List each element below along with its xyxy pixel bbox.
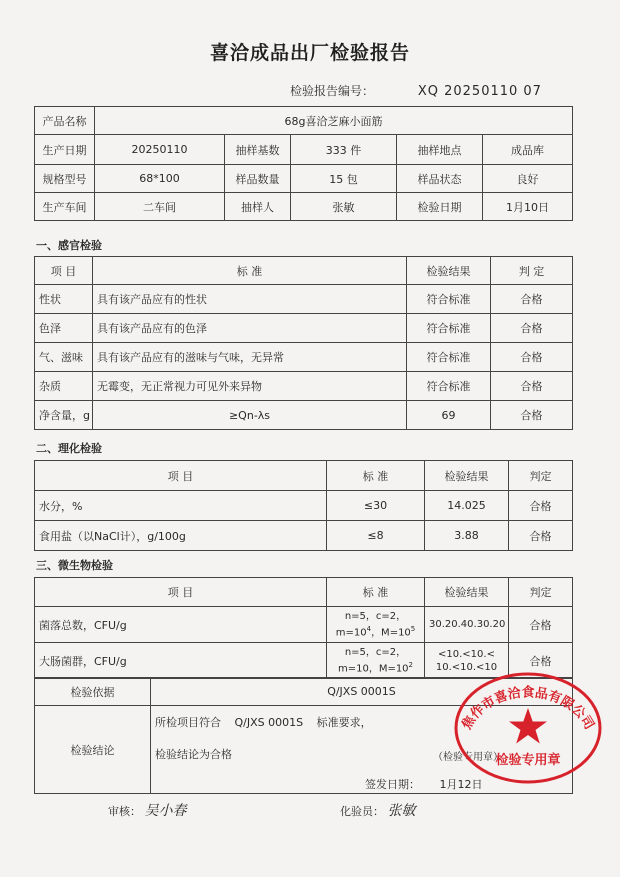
sensory-row-result: 69 <box>407 401 491 430</box>
micro-std-nc: n=5，c=2， <box>344 646 407 658</box>
conclusion-text-a: 所检项目符合 <box>155 716 221 729</box>
sensory-row-judge: 合格 <box>491 401 573 430</box>
physchem-header-judge: 判定 <box>509 461 573 491</box>
micro-row-standard <box>327 607 425 643</box>
reviewer-signature: 吴小春 <box>144 803 187 819</box>
prod-date: 20250110 <box>95 135 225 165</box>
conclusion-standard: Q/JXS 0001S <box>234 716 304 729</box>
inspector <box>340 800 416 820</box>
seal-company-name: 焦作市喜洽食品有限公司 <box>459 685 597 733</box>
micro-std-nc: n=5，c=2， <box>344 610 407 622</box>
physchem-row-item: 水分，% <box>35 491 327 521</box>
workshop: 二车间 <box>95 193 225 221</box>
sensory-row-item: 性状 <box>35 285 93 314</box>
physchem-row-judge: 合格 <box>509 521 573 551</box>
sample-base: 333 件 <box>291 135 397 165</box>
report-number <box>290 82 542 99</box>
sensory-row-standard: 无霉变，无正常视力可见外来异物 <box>93 372 407 401</box>
sensory-row-result: 符合标准 <box>407 314 491 343</box>
micro-row-item: 大肠菌群，CFU/g <box>35 643 327 679</box>
sensory-row-item: 净含量，g <box>35 401 93 430</box>
micro-row-item: 菌落总数，CFU/g <box>35 607 327 643</box>
sensory-row-standard: 具有该产品应有的性状 <box>93 285 407 314</box>
sensory-row-standard: 具有该产品应有的色泽 <box>93 314 407 343</box>
basis-value: Q/JXS 0001S <box>151 678 573 706</box>
micro-std-m: m=10 <box>335 627 367 639</box>
issue-date-label: 签发日期： <box>365 778 420 791</box>
report-title: 喜洽成品出厂检验报告 <box>209 42 410 64</box>
prod-date-label: 生产日期 <box>35 135 95 165</box>
seal-note: （检验专用章） <box>433 752 503 763</box>
sensory-header-result: 检验结果 <box>407 257 491 285</box>
spec-label: 规格型号 <box>35 165 95 193</box>
micro-section-title: 三、微生物检验 <box>36 559 113 572</box>
conclusion-line2: 检验结论为合格 <box>155 748 232 761</box>
basis-label: 检验依据 <box>35 678 151 706</box>
report-number-value: XQ 20250110 07 <box>417 84 542 99</box>
conclusion-label: 检验结论 <box>35 706 151 794</box>
product-name-label: 产品名称 <box>35 107 95 135</box>
sensory-table <box>34 256 573 430</box>
sensory-row-item: 色泽 <box>35 314 93 343</box>
physchem-row-judge: 合格 <box>509 491 573 521</box>
sensory-header-standard: 标 准 <box>93 257 407 285</box>
test-date: 1月10日 <box>483 193 573 221</box>
sampler-label: 抽样人 <box>225 193 291 221</box>
conclusion-text-c: 标准要求， <box>316 716 372 729</box>
report-number-label: 检验报告编号： <box>290 84 375 98</box>
sensory-row-judge: 合格 <box>491 372 573 401</box>
physchem-section-title: 二、理化检验 <box>36 442 102 455</box>
physchem-row-standard: ≤30 <box>327 491 425 521</box>
sample-base-label: 抽样基数 <box>225 135 291 165</box>
sample-qty-label: 样品数量 <box>225 165 291 193</box>
sensory-row-result: 符合标准 <box>407 285 491 314</box>
sampler: 张敏 <box>291 193 397 221</box>
sample-place: 成品库 <box>483 135 573 165</box>
spec: 68*100 <box>95 165 225 193</box>
sensory-header-judge: 判 定 <box>491 257 573 285</box>
sample-state: 良好 <box>483 165 573 193</box>
micro-header-item: 项 目 <box>35 578 327 607</box>
sensory-row-standard: 具有该产品应有的滋味与气味，无异常 <box>93 343 407 372</box>
sample-state-label: 样品状态 <box>397 165 483 193</box>
sensory-row-result: 符合标准 <box>407 343 491 372</box>
micro-row-result: 30.20.40.30.20 <box>425 607 509 643</box>
product-info-table <box>34 106 573 221</box>
sensory-row-standard: ≥Qn-λs <box>93 401 407 430</box>
micro-row-judge: 合格 <box>509 643 573 679</box>
sensory-row-judge: 合格 <box>491 285 573 314</box>
inspector-label: 化验员： <box>340 805 384 818</box>
sample-place-label: 抽样地点 <box>397 135 483 165</box>
micro-header-standard: 标 准 <box>327 578 425 607</box>
micro-std-M-exp: 2 <box>408 660 414 669</box>
reviewer-label: 审核： <box>108 805 141 818</box>
physchem-header-item: 项 目 <box>35 461 327 491</box>
company-seal <box>452 668 604 786</box>
physchem-table <box>34 460 573 551</box>
physchem-header-standard: 标 准 <box>327 461 425 491</box>
conclusion-line1 <box>155 714 372 730</box>
sensory-header-item: 项 目 <box>35 257 93 285</box>
physchem-row-item: 食用盐（以NaCl计），g/100g <box>35 521 327 551</box>
micro-row-standard <box>327 643 425 679</box>
physchem-row-result: 14.025 <box>425 491 509 521</box>
seal-star-icon <box>509 708 547 744</box>
sensory-row-judge: 合格 <box>491 343 573 372</box>
micro-std-m: m=10，M=10 <box>337 663 409 675</box>
micro-table <box>34 577 573 679</box>
physchem-row-result: 3.88 <box>425 521 509 551</box>
product-name: 68g喜洽芝麻小面筋 <box>95 107 573 135</box>
micro-header-result: 检验结果 <box>425 578 509 607</box>
physchem-header-result: 检验结果 <box>425 461 509 491</box>
seal-purpose: 检验专用章 <box>495 753 561 768</box>
physchem-row-standard: ≤8 <box>327 521 425 551</box>
sensory-row-result: 符合标准 <box>407 372 491 401</box>
micro-header-judge: 判定 <box>509 578 573 607</box>
sensory-row-item: 杂质 <box>35 372 93 401</box>
sensory-section-title: 一、感官检验 <box>36 239 102 252</box>
sample-qty: 15 包 <box>291 165 397 193</box>
micro-std-M-exp: 5 <box>410 624 416 633</box>
test-date-label: 检验日期 <box>397 193 483 221</box>
workshop-label: 生产车间 <box>35 193 95 221</box>
reviewer <box>108 800 187 820</box>
micro-row-judge: 合格 <box>509 607 573 643</box>
inspector-signature: 张敏 <box>387 803 416 819</box>
micro-std-M: ，M=10 <box>371 627 411 639</box>
sensory-row-item: 气、滋味 <box>35 343 93 372</box>
issue-date: 1月12日 <box>439 778 483 791</box>
micro-std-m-exp: 4 <box>366 624 372 633</box>
sensory-row-judge: 合格 <box>491 314 573 343</box>
micro-result-line1: <10.<10.< <box>438 648 495 660</box>
micro-result-line2: 10.<10.<10 <box>435 661 498 673</box>
